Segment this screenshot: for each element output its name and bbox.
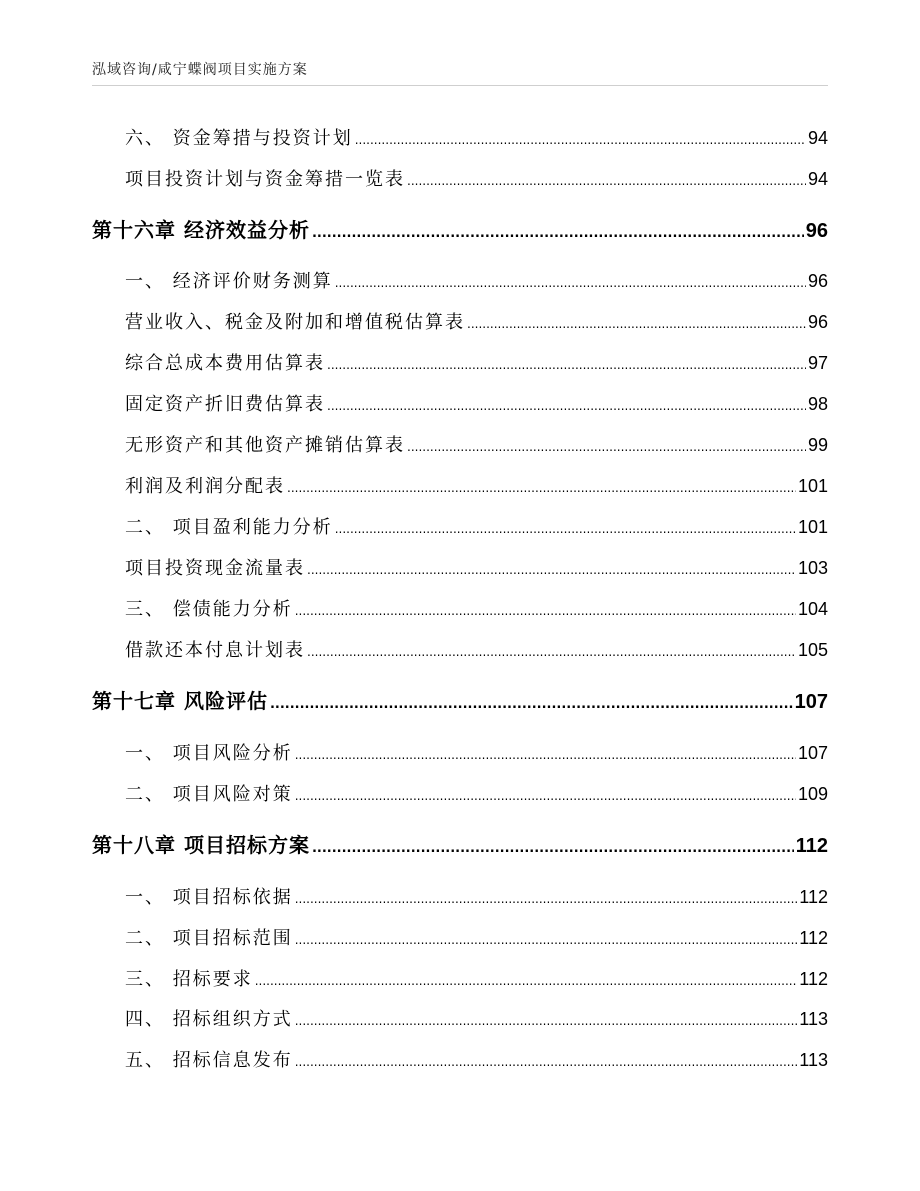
- toc-dot-leader: [287, 481, 796, 495]
- toc-entry-title: 无形资产和其他资产摊销估算表: [125, 435, 405, 456]
- toc-chapter-entry[interactable]: [92, 829, 828, 858]
- toc-entry-title: 一、 项目风险分析: [125, 743, 293, 764]
- toc-entry-title: 综合总成本费用估算表: [125, 353, 325, 374]
- toc-entry-page: 112: [799, 969, 828, 989]
- toc-dot-leader: [312, 841, 794, 856]
- toc-entry-page: 96: [807, 271, 828, 291]
- toc-entry-page: 113: [799, 1050, 828, 1070]
- toc-dot-leader: [295, 892, 798, 906]
- toc-dot-leader: [295, 604, 796, 618]
- toc-chapter-title: 第十六章 经济效益分析: [92, 218, 310, 242]
- toc-chapter-entry[interactable]: [92, 214, 828, 243]
- toc-entry-page: 112: [799, 887, 828, 907]
- toc-entry-title: 一、 经济评价财务测算: [125, 271, 333, 292]
- toc-entry[interactable]: [125, 780, 828, 806]
- toc-entry-page: 101: [797, 476, 828, 496]
- toc-entry-title: 营业收入、税金及附加和增值税估算表: [125, 312, 465, 333]
- toc-dot-leader: [327, 358, 806, 372]
- toc-chapter-page: 107: [794, 691, 828, 713]
- toc-dot-leader: [407, 174, 806, 188]
- toc-entry[interactable]: [125, 390, 828, 416]
- toc-chapter-entry[interactable]: [92, 685, 828, 714]
- toc-entry-title: 固定资产折旧费估算表: [125, 394, 325, 415]
- toc-entry[interactable]: [125, 308, 828, 334]
- toc-dot-leader: [327, 399, 806, 413]
- toc-dot-leader: [307, 645, 796, 659]
- toc-entry-title: 项目投资现金流量表: [125, 558, 305, 579]
- toc-dot-leader: [355, 133, 806, 147]
- toc-chapter-title: 第十七章 风险评估: [92, 689, 268, 713]
- toc-dot-leader: [295, 933, 798, 947]
- toc-dot-leader: [467, 317, 806, 331]
- toc-entry-page: 105: [797, 640, 828, 660]
- toc-entry-title: 借款还本付息计划表: [125, 640, 305, 661]
- toc-entry[interactable]: [125, 554, 828, 580]
- toc-entry[interactable]: [125, 513, 828, 539]
- toc-entry-page: 94: [807, 169, 828, 189]
- toc-chapter-title: 第十八章 项目招标方案: [92, 833, 310, 857]
- toc-entry-title: 五、 招标信息发布: [125, 1050, 293, 1071]
- toc-entry-title: 项目投资计划与资金筹措一览表: [125, 169, 405, 190]
- toc-entry[interactable]: [125, 965, 828, 991]
- toc-entry-page: 96: [807, 312, 828, 332]
- toc-dot-leader: [407, 440, 806, 454]
- toc-entry[interactable]: [125, 739, 828, 765]
- toc-entry-title: 利润及利润分配表: [125, 476, 285, 497]
- toc-dot-leader: [255, 974, 798, 988]
- toc-entry-page: 113: [799, 1009, 828, 1029]
- toc-entry[interactable]: [125, 883, 828, 909]
- toc-entry-page: 98: [807, 394, 828, 414]
- toc-dot-leader: [295, 789, 796, 803]
- toc-entry-title: 二、 项目风险对策: [125, 784, 293, 805]
- toc-dot-leader: [307, 563, 796, 577]
- toc-entry-title: 二、 项目招标范围: [125, 928, 293, 949]
- toc-entry[interactable]: [125, 165, 828, 191]
- toc-entry[interactable]: [125, 1005, 828, 1031]
- toc-entry[interactable]: [125, 349, 828, 375]
- page-header: 泓域咨询/咸宁蝶阀项目实施方案: [92, 62, 308, 78]
- toc-entry[interactable]: [125, 124, 828, 150]
- toc-entry-page: 107: [797, 743, 828, 763]
- toc-entry[interactable]: [125, 267, 828, 293]
- toc-chapter-page: 112: [795, 835, 828, 857]
- toc-entry[interactable]: [125, 595, 828, 621]
- toc-entry-page: 97: [807, 353, 828, 373]
- toc-dot-leader: [335, 522, 796, 536]
- toc-dot-leader: [312, 226, 804, 241]
- toc-entry[interactable]: [125, 924, 828, 950]
- toc-dot-leader: [295, 1055, 798, 1069]
- toc-entry[interactable]: [125, 636, 828, 662]
- toc-dot-leader: [295, 1014, 798, 1028]
- toc-entry[interactable]: [125, 472, 828, 498]
- toc-entry-title: 一、 项目招标依据: [125, 887, 293, 908]
- toc-dot-leader: [335, 276, 806, 290]
- toc-entry-page: 104: [797, 599, 828, 619]
- toc-entry-page: 109: [797, 784, 828, 804]
- toc-entry-title: 三、 偿债能力分析: [125, 599, 293, 620]
- toc-dot-leader: [270, 697, 793, 712]
- toc-entry-page: 103: [797, 558, 828, 578]
- toc-entry-page: 99: [807, 435, 828, 455]
- toc-entry-page: 101: [797, 517, 828, 537]
- toc-entry-title: 六、 资金筹措与投资计划: [125, 128, 353, 149]
- toc-entry-page: 112: [799, 928, 828, 948]
- toc-entry[interactable]: [125, 1046, 828, 1072]
- toc-dot-leader: [295, 748, 796, 762]
- toc-entry-page: 94: [807, 128, 828, 148]
- toc-entry[interactable]: [125, 431, 828, 457]
- toc-chapter-page: 96: [805, 220, 828, 242]
- toc-entry-title: 三、 招标要求: [125, 969, 253, 990]
- toc-entry-title: 二、 项目盈利能力分析: [125, 517, 333, 538]
- toc-entry-title: 四、 招标组织方式: [125, 1009, 293, 1030]
